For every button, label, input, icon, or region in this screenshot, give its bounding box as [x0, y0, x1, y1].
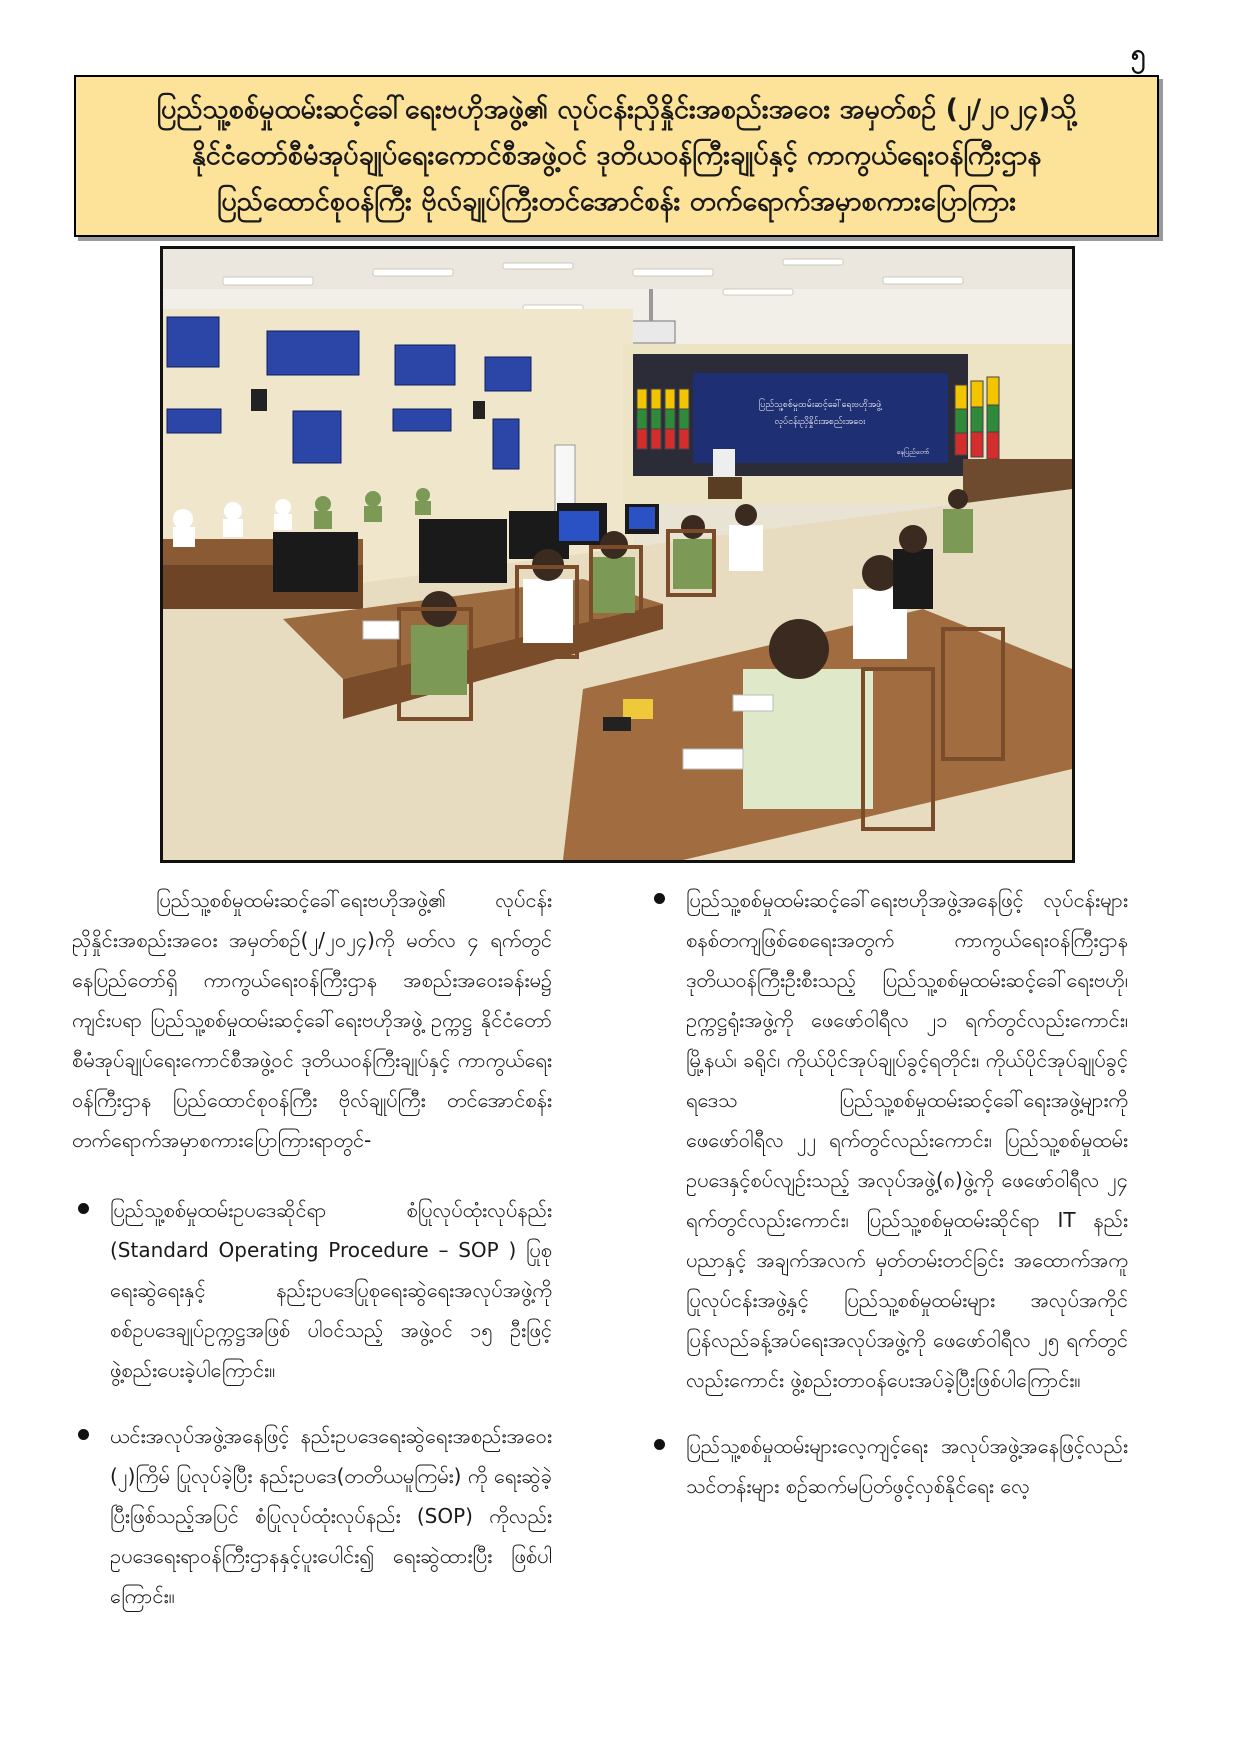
- list-item: [72, 1190, 552, 1390]
- bullet-text: ပြည်သူ့စစ်မှုထမ်းဆင့်ခေါ်ရေးဗဟိုအဖွဲ့အနေဖြင့် လုပ်ငန်းများ စနစ်တကျဖြစ်စေရေးအတွက် ကာကွယ်ရေးဝန်ကြီးဌာန ဒုတိယဝန်ကြီးဦးစီးသည့် ပြည်သူ့စစ်မှုထမ်းဆင့်ခေါ်ရေးဗဟို၊ ဥက္ကဋ္ဌရုံးအဖွဲ့ကို ဖေဖော်ဝါရီလ ၂၁ ရက်တွင်လည်းကောင်း၊ မြို့နယ်၊ ခရိုင်၊ ကိုယ်ပိုင်အုပ်ချုပ်ခွင့်ရတိုင်း၊ ကိုယ်ပိုင်အုပ်ချုပ်ခွင့်ရဒေသ ပြည်သူ့စစ်မှုထမ်းဆင့်ခေါ်ရေးအဖွဲ့များကို ဖေဖော်ဝါရီလ ၂၂ ရက်တွင်လည်းကောင်း၊ ပြည်သူ့စစ်မှုထမ်းဥပဒေနှင့်စပ်လျဉ်းသည့် အလုပ်အဖွဲ့(၈)ဖွဲ့ကို ဖေဖော်ဝါရီလ ၂၄ ရက်တွင်လည်းကောင်း၊ ပြည်သူ့စစ်မှုထမ်းဆိုင်ရာ IT နည်းပညာနှင့် အချက်အလက် မှတ်တမ်းတင်ခြင်း အထောက်အကူပြုလုပ်ငန်းအဖွဲ့နှင့် ပြည်သူ့စစ်မှုထမ်းများ အလုပ်အကိုင်ပြန်လည်ခန့်အပ်ရေးအလုပ်အဖွဲ့ကို ဖေဖော်ဝါရီလ ၂၅ ရက်တွင်လည်းကောင်း ဖွဲ့စည်းတာဝန်ပေးအပ်ခဲ့ပြီးဖြစ်ပါကြောင်း။: [686, 888, 1128, 1392]
- bullet-icon: [78, 1203, 89, 1214]
- meeting-photo: [160, 246, 1075, 863]
- backdrop-title: ပြည်သူ့စစ်မှုထမ်းဆင့်ခေါ်ရေးဗဟိုအဖွဲ့: [758, 400, 882, 410]
- flags-right: [955, 377, 999, 459]
- list-item: [648, 1426, 1128, 1506]
- intro-paragraph: ပြည်သူ့စစ်မှုထမ်းဆင့်ခေါ်ရေးဗဟိုအဖွဲ့၏ လုပ်ငန်းညှိနှိုင်းအစည်းအဝေး အမှတ်စဉ်(၂/၂၀၂၄)ကို မတ်လ ၄ ရက်တွင် နေပြည်တော်ရှိ ကာကွယ်ရေးဝန်ကြီးဌာန အစည်းအဝေးခန်းမ၌ ကျင်းပရာ ပြည်သူ့စစ်မှုထမ်းဆင့်ခေါ်ရေးဗဟိုအဖွဲ့ ဥက္ကဋ္ဌ နိုင်ငံတော်စီမံအုပ်ချုပ်ရေးကောင်စီအဖွဲ့ဝင် ဒုတိယဝန်ကြီးချုပ်နှင့် ကာကွယ်ရေးဝန်ကြီးဌာန ပြည်ထောင်စုဝန်ကြီး ဗိုလ်ချုပ်ကြီး တင်အောင်စန်း တက်ရောက်အမှာစကားပြောကြားရာတွင်-: [72, 888, 552, 1152]
- backdrop-place: နေပြည်တော်: [896, 448, 930, 456]
- bullet-text: ယင်းအလုပ်အဖွဲ့အနေဖြင့် နည်းဥပဒေရေးဆွဲရေးအစည်းအဝေး (၂)ကြိမ် ပြုလုပ်ခဲ့ပြီး နည်းဥပဒေ(တတိယမူကြမ်း) ကို ရေးဆွဲခဲ့ပြီးဖြစ်သည့်အပြင် စံပြုလုပ်ထုံးလုပ်နည်း (SOP) ကိုလည်း ဥပဒေရေးရာဝန်ကြီးဌာနနှင့်ပူးပေါင်း၍ ရေးဆွဲထားပြီး ဖြစ်ပါကြောင်း။: [110, 1424, 552, 1608]
- bullet-icon: [78, 1429, 89, 1440]
- bullet-icon: [654, 1439, 665, 1450]
- headline-line-2: နိုင်ငံတော်စီမံအုပ်ချုပ်ရေးကောင်စီအဖွဲ့ဝင် ဒုတိယဝန်ကြီးချုပ်နှင့် ကာကွယ်ရေးဝန်ကြီးဌာန: [191, 140, 1042, 171]
- right-column: [648, 880, 1128, 1532]
- bullet-text: ပြည်သူ့စစ်မှုထမ်းများလေ့ကျင့်ရေး အလုပ်အဖွဲ့အနေဖြင့်လည်း သင်တန်းများ စဉ်ဆက်မပြတ်ဖွင့်လှစ်နိုင်ရေး လေ့: [686, 1434, 1128, 1498]
- headline-box: [74, 75, 1159, 237]
- bullet-icon: [654, 893, 665, 904]
- list-item: [648, 880, 1128, 1400]
- left-column: [72, 880, 552, 1642]
- backdrop-subtitle: လုပ်ငန်းညှိနှိုင်းအစည်းအဝေး: [774, 417, 866, 427]
- headline-line-1: ပြည်သူ့စစ်မှုထမ်းဆင့်ခေါ်ရေးဗဟိုအဖွဲ့၏ လုပ်ငန်းညှိနှိုင်းအစည်းအဝေး အမှတ်စဉ် (၂/၂၀၂၄)သို့: [156, 94, 1077, 125]
- list-item: [72, 1416, 552, 1616]
- page-number: ၅: [1130, 39, 1146, 69]
- headline-line-3: ပြည်ထောင်စုဝန်ကြီး ဗိုလ်ချုပ်ကြီးတင်အောင်စန်း တက်ရောက်အမှာစကားပြောကြား: [216, 186, 1017, 217]
- bullet-text: ပြည်သူ့စစ်မှုထမ်းဥပဒေဆိုင်ရာ စံပြုလုပ်ထုံးလုပ်နည်း (Standard Operating Procedure – SOP ) ပြုစုရေးဆွဲရေးနှင့် နည်းဥပဒေပြုစုရေးဆွဲရေးအလုပ်အဖွဲ့ကို စစ်ဥပဒေချုပ်ဥက္ကဋ္ဌအဖြစ် ပါဝင်သည့် အဖွဲ့ဝင် ၁၅ ဦးဖြင့် ဖွဲ့စည်းပေးခဲ့ပါကြောင်း။: [110, 1198, 552, 1382]
